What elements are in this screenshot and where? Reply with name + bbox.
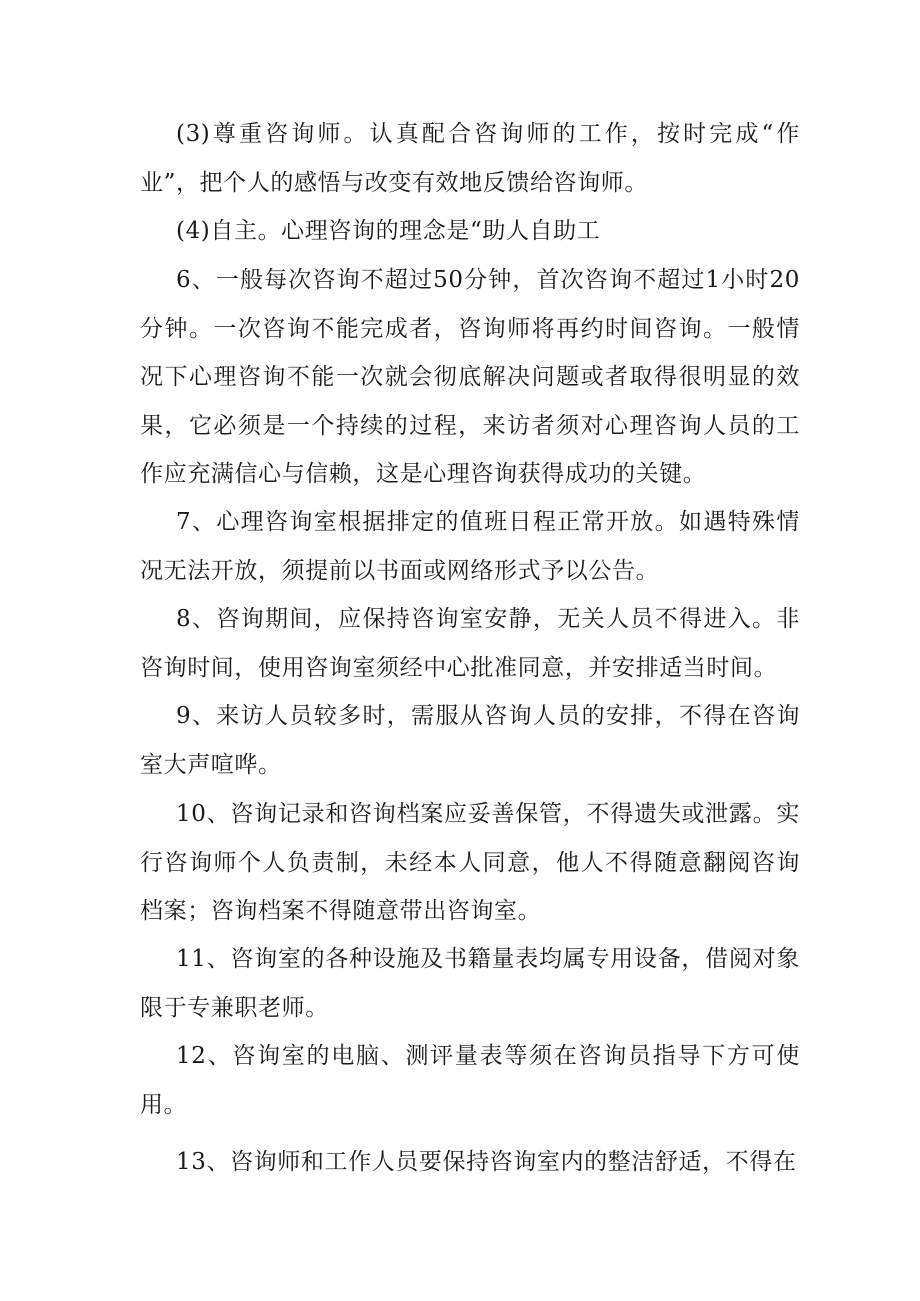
paragraph-rule-13: 13、咨询师和工作人员要保持咨询室内的整洁舒适，不得在 (176, 1149, 797, 1175)
paragraph-rule-10: 10、咨询记录和咨询档案应妥善保管，不得遗失或泄露。实行咨询师个人负责制，未经本人同意，他人不得随意翻阅咨询档案；咨询档案不得随意带出咨询室。 (140, 801, 800, 924)
paragraph-rule-11: 11、咨询室的各种设施及书籍量表均属专用设备，借阅对象限于专兼职老师。 (140, 946, 800, 1021)
paragraph-rule-6: 6、一般每次咨询不超过50分钟，首次咨询不超过1小时20分钟。一次咨询不能完成者，咨询师将再约时间咨询。一般情况下心理咨询不能一次就会彻底解决问题或者取得很明显的效果，它必须是一个持续的过程，来访者须对心理咨询人员的工作应充满信心与信赖，这是心理咨询获得成功的关键。 (140, 267, 800, 487)
paragraph-rule-7: 7、心理咨询室根据排定的值班日程正常开放。如遇特殊情况无法开放，须提前以书面或网络形式予以公告。 (140, 509, 800, 584)
paragraph-item-3: (3)尊重咨询师。认真配合咨询师的工作，按时完成“作业”，把个人的感悟与改变有效地反馈给咨询师。 (140, 121, 800, 196)
paragraph-rule-9: 9、来访人员较多时，需服从咨询人员的安排，不得在咨询室大声喧哗。 (140, 703, 800, 778)
paragraph-rule-8: 8、咨询期间，应保持咨询室安静，无关人员不得进入。非咨询时间，使用咨询室须经中心批准同意，并安排适当时间。 (140, 606, 800, 681)
paragraph-rule-12: 12、咨询室的电脑、测评量表等须在咨询员指导下方可使用。 (140, 1043, 800, 1118)
paragraph-item-4: (4)自主。心理咨询的理念是“助人自助工 (176, 218, 601, 244)
